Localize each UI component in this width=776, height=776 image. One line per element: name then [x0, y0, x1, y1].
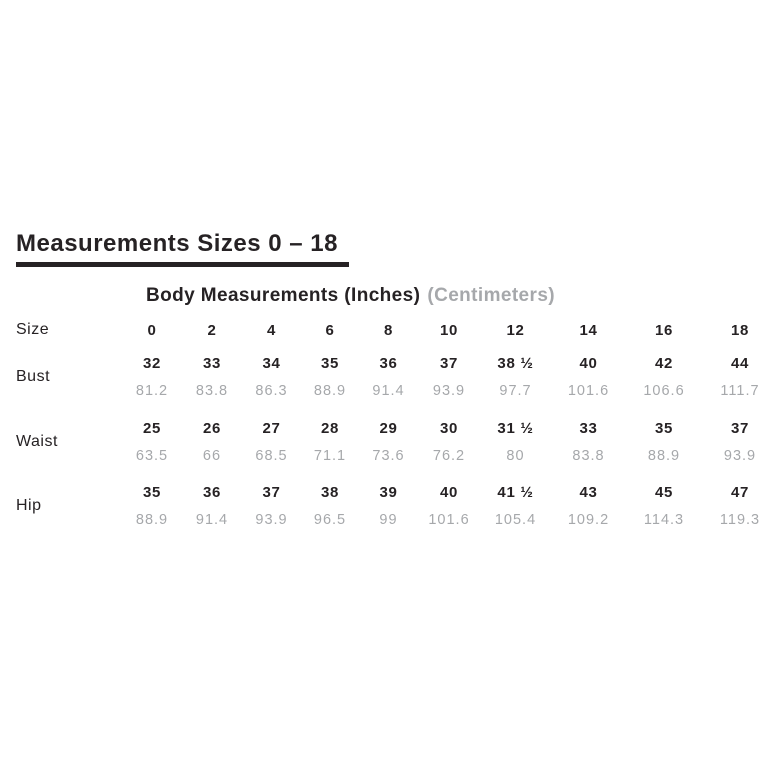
cm-value: 71.1 [313, 448, 347, 464]
cm-value: 81.2 [135, 383, 169, 399]
cm-value: 63.5 [135, 448, 169, 464]
inches-value: 31 ½ [497, 419, 534, 437]
cm-value: 99 [379, 512, 398, 528]
inches-value: 27 [262, 419, 281, 437]
inches-value: 28 [320, 419, 340, 437]
size-value: 8 [383, 321, 394, 339]
inches-value: 35 [142, 483, 162, 501]
inches-value: 43 [579, 483, 598, 501]
inches-value: 38 [320, 483, 340, 501]
cm-value: 97.7 [499, 383, 532, 399]
inches-value: 32 [142, 354, 162, 372]
size-header-label: Size [16, 321, 50, 338]
size-value: 0 [147, 321, 157, 339]
spacer-row [16, 470, 776, 478]
subtitle-centimeters-label: (Centimeters) [427, 285, 556, 306]
title-underline [16, 262, 349, 267]
cm-value: 83.8 [195, 383, 229, 399]
inches-value: 26 [202, 419, 222, 437]
table-subtitle [0, 286, 701, 306]
size-header-row [16, 315, 776, 345]
cm-value: 109.2 [567, 512, 610, 528]
size-value: 18 [730, 321, 750, 339]
inches-value: 37 [439, 354, 459, 372]
inches-value: 45 [654, 483, 674, 501]
inches-value: 40 [439, 483, 459, 501]
cm-value: 88.9 [135, 512, 169, 528]
inches-value: 37 [262, 483, 281, 501]
inches-value: 36 [202, 483, 222, 501]
spacer-cell [16, 405, 776, 414]
spacer-cell [16, 470, 776, 478]
cm-value: 93.9 [255, 512, 288, 528]
cm-value: 83.8 [572, 448, 605, 464]
inches-value: 36 [379, 354, 398, 372]
measurement-inches-row [16, 349, 776, 377]
size-value: 6 [325, 321, 335, 339]
cm-value: 76.2 [432, 448, 466, 464]
measurement-inches-row [16, 478, 776, 506]
size-value: 2 [207, 321, 217, 339]
inches-value: 39 [379, 483, 398, 501]
size-value: 16 [654, 321, 674, 339]
spacer-row [16, 405, 776, 414]
inches-value: 30 [439, 419, 459, 437]
size-value: 14 [579, 321, 598, 339]
cm-value: 91.4 [195, 512, 229, 528]
size-value: 12 [506, 321, 525, 339]
inches-value: 41 ½ [497, 483, 534, 501]
cm-value: 68.5 [255, 448, 288, 464]
cm-value: 111.7 [720, 383, 760, 399]
cm-value: 101.6 [567, 383, 610, 399]
page-title: Measurements Sizes 0 – 18 [16, 230, 339, 257]
measurement-label: Hip [16, 497, 42, 514]
inches-value: 47 [730, 483, 750, 501]
cm-value: 101.6 [428, 512, 470, 528]
cm-value: 86.3 [255, 383, 288, 399]
inches-value: 34 [262, 354, 281, 372]
cm-value: 114.3 [643, 512, 685, 528]
inches-value: 40 [579, 354, 598, 372]
inches-value: 33 [579, 419, 598, 437]
inches-value: 38 ½ [497, 354, 534, 372]
inches-value: 37 [730, 419, 750, 437]
size-value: 4 [266, 321, 277, 339]
inches-value: 29 [379, 419, 398, 437]
measurement-cm-row [16, 506, 776, 534]
measurement-cm-row [16, 377, 776, 405]
cm-value: 91.4 [372, 383, 405, 399]
cm-value: 88.9 [647, 448, 681, 464]
inches-value: 42 [654, 354, 674, 372]
inches-value: 44 [730, 354, 750, 372]
measurement-inches-row [16, 414, 776, 442]
inches-value: 35 [654, 419, 674, 437]
cm-value: 105.4 [494, 512, 537, 528]
size-value: 10 [439, 321, 459, 339]
cm-value: 88.9 [313, 383, 347, 399]
inches-value: 33 [202, 354, 222, 372]
inches-value: 35 [320, 354, 340, 372]
cm-value: 73.6 [372, 448, 405, 464]
measurement-cm-row [16, 442, 776, 470]
measurements-table [16, 315, 776, 534]
cm-value: 96.5 [313, 512, 347, 528]
cm-value: 80 [506, 448, 525, 464]
cm-value: 119.3 [719, 512, 761, 528]
cm-value: 93.9 [432, 383, 466, 399]
measurements-table-body [16, 315, 776, 534]
cm-value: 66 [202, 448, 222, 464]
inches-value: 25 [142, 419, 162, 437]
subtitle-inches-label: Body Measurements (Inches) [145, 285, 421, 306]
size-chart-page [0, 232, 776, 776]
cm-value: 93.9 [723, 448, 757, 464]
cm-value: 106.6 [643, 383, 685, 399]
measurement-label: Waist [16, 433, 58, 450]
measurement-label: Bust [16, 368, 51, 385]
